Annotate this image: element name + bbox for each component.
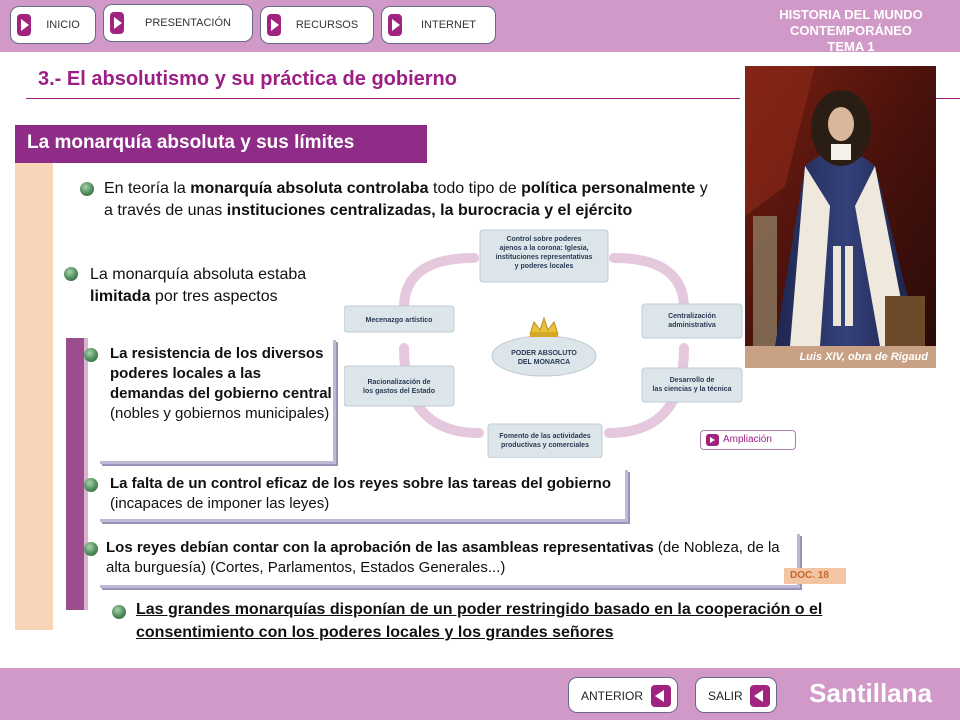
diagram-svg [344,228,744,458]
bullet-icon [64,267,78,281]
play-icon [267,14,281,36]
diagram-label: Control sobre poderes [506,236,582,243]
limit-2-text [110,474,624,514]
diagram-label: Fomento de las actividades [499,433,591,440]
anterior-button[interactable] [568,677,678,713]
nav-presentacion-button[interactable] [103,4,253,42]
bullet-icon [112,605,126,619]
back-arrow-icon [651,685,671,707]
course-title: HISTORIA DEL MUNDO CONTEMPORÁNEO [779,7,923,38]
louis-xiv-portrait [745,66,936,346]
diagram-label: Centralización [668,313,716,320]
limit-item-2 [100,470,628,522]
portrait-image [745,66,936,346]
nav-recursos-label: RECURSOS [295,19,359,31]
section-title: 3.- El absolutismo y su práctica de gobierno [38,68,457,90]
diagram-label: PODER ABSOLUTO [511,350,577,357]
crown-icon [530,318,558,337]
unit-title: TEMA 1 [827,39,875,54]
limit-1-normal: (nobles y gobiernos municipales) [110,405,330,422]
limit-3-bold: Los reyes debían contar con la aprobación de las asambleas representativas [106,539,654,556]
absolute-power-diagram [344,228,744,458]
title-divider [26,98,740,99]
diagram-label: ajenos a la corona: Iglesia, [499,245,589,252]
limit-2-normal: (incapaces de imponer las leyes) [110,495,330,512]
limits-vertical-bar [66,338,88,610]
point-centralized-control [104,178,714,222]
point1-text-3: y a través de unas [104,180,708,219]
limit-3-normal: (de Nobleza, de la alta burguesía) (Cortes, Parlamentos, Estados Generales...) [106,539,780,576]
nav-internet-button[interactable] [381,6,496,44]
limit-item-3 [100,534,800,588]
play-icon [388,14,402,36]
subtitle-banner: La monarquía absoluta y sus límites [15,125,427,163]
diagram-label: Racionalización de [367,379,431,386]
diagram-label: administrativa [668,322,716,329]
limit-3-text [106,538,796,578]
diagram-label: productivas y comerciales [501,442,589,449]
left-decorative-strip [15,160,53,630]
point2-text-2: por tres aspectos [150,288,278,305]
bullet-icon [84,478,98,492]
point1-text-1: En teoría la [104,180,191,197]
exit-arrow-icon [750,685,770,707]
diagram-label: Desarrollo de [669,377,715,384]
portrait-caption: Luis XIV, obra de Rigaud [745,346,936,368]
bullet-icon [84,348,98,362]
limit-1-text [110,344,332,424]
salir-label: SALIR [708,689,743,703]
nav-inicio-label: INICIO [46,19,80,31]
diagram-label: las ciencias y la técnica [652,386,732,393]
bullet-icon [80,182,94,196]
diagram-label: los gastos del Estado [363,388,435,395]
point1-bold-2: política personalmente [521,180,696,197]
diagram-label: y poderes locales [514,263,574,270]
bullet-icon [84,542,98,556]
play-icon [110,12,124,34]
point1-bold-1: monarquía absoluta controlaba [190,180,429,197]
salir-button[interactable] [695,677,777,713]
title-divider-end [936,98,960,99]
limit-item-1 [100,340,336,464]
point-limited-monarchy [90,264,320,308]
nav-inicio-button[interactable] [10,6,96,44]
ampliacion-button[interactable]: Ampliación [700,430,796,450]
conclusion-text: Las grandes monarquías disponían de un poder restringido basado en la cooperación o el consentimiento con los poderes locales y los grandes señores [136,601,823,641]
diagram-label: instituciones representativas [495,254,593,261]
diagram-label: DEL MONARCA [517,359,571,366]
point2-bold: limitada [90,288,151,305]
limit-2-bold: La falta de un control eficaz de los reyes sobre las tareas del gobierno [110,475,611,492]
course-header [756,7,946,55]
nav-presentacion-label: PRESENTACIÓN [145,17,231,29]
point2-text-1: La monarquía absoluta estaba [90,266,307,283]
point1-text-2: todo tipo de [428,180,522,197]
limit-1-bold: La resistencia de los diversos poderes locales a las demandas del gobierno central [110,345,332,402]
brand-logo: Santillana [809,678,932,708]
diagram-label: Mecenazgo artístico [365,317,433,324]
nav-internet-label: INTERNET [421,19,476,31]
nav-recursos-button[interactable] [260,6,374,44]
play-icon [17,14,31,36]
anterior-label: ANTERIOR [581,689,644,703]
doc18-flag: DOC. 18 [784,568,846,584]
point1-bold-3: instituciones centralizadas, la burocracia y el ejército [226,202,633,219]
